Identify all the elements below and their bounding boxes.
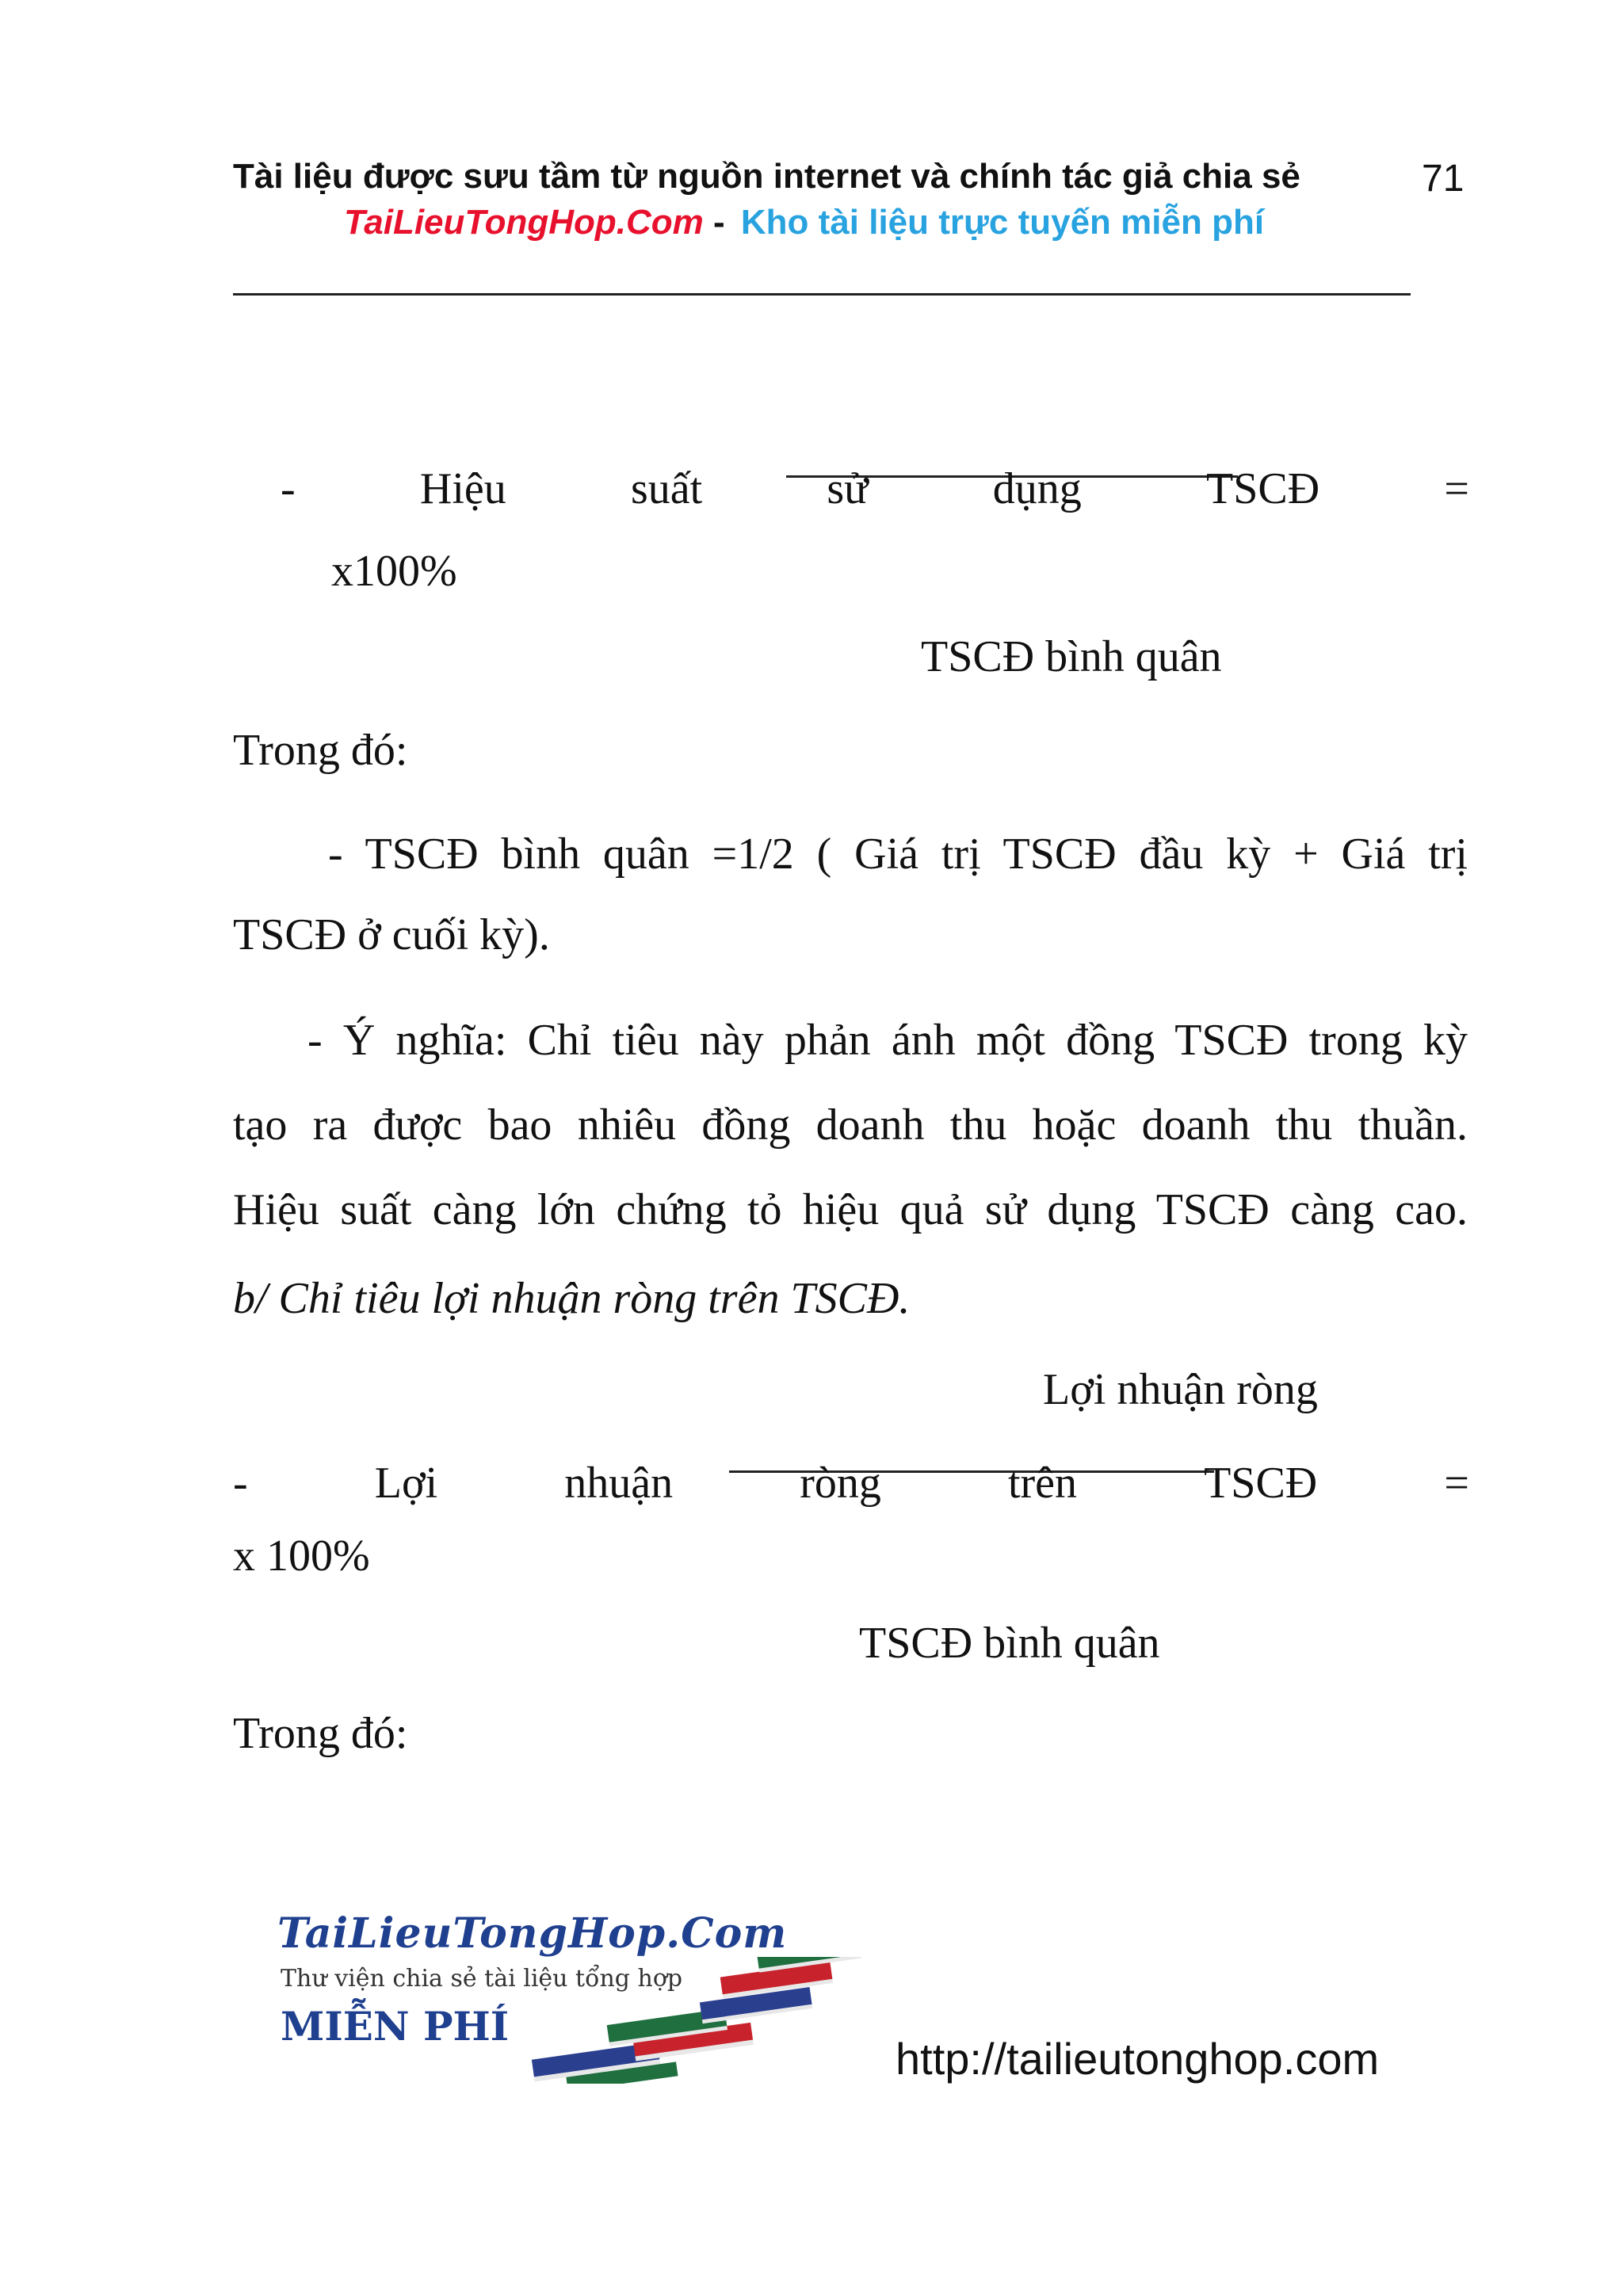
formula1-equals: = [1444,464,1469,513]
meaning-line2 [233,1100,1468,1150]
formula2-equals: = [1444,1459,1469,1508]
header-divider [233,293,1411,296]
logo-subtitle: Thư viện chia sẻ tài liệu tổng hợp [281,1965,683,1993]
formula1-denominator: TSCĐ bình quân [921,632,1222,681]
section-heading-b: b/ Chỉ tiêu lợi nhuận ròng trên TSCĐ. [233,1274,911,1323]
average-tscd-line2: TSCĐ ở cuối kỳ). [233,910,550,959]
average-tscd-line1 [328,829,1468,879]
header-site-line [344,203,1264,242]
paragraph-text: - Ý nghĩa: Chỉ tiêu này phản ánh một đồng TSCĐ trong kỳ [307,1016,1468,1065]
where-label-1: Trong đó: [233,726,408,775]
formula1-word: dụng [992,464,1082,513]
formula2-line [233,1458,1469,1508]
page-number: 71 [1422,158,1465,200]
where-label-2: Trong đó: [233,1709,408,1758]
meaning-line3 [233,1184,1468,1235]
site-logo[interactable] [274,1909,884,2076]
header-source-note: Tài liệu được sưu tầm từ nguồn internet và chính tác giả chia sẻ [233,157,1300,196]
formula1-word: TSCĐ [1205,464,1320,513]
formula1-word: Hiệu [419,464,506,513]
formula2-word: TSCĐ [1204,1459,1318,1508]
formula1-multiplier: x100% [331,547,457,596]
footer-url-link[interactable]: http://tailieutonghop.com [896,2034,1380,2084]
formula1-dash: - [281,464,296,513]
paragraph-text: Hiệu suất càng lớn chứng tỏ hiệu quả sử dụng TSCĐ càng cao. [233,1185,1468,1234]
paragraph-text: - TSCĐ bình quân =1/2 ( Giá trị TSCĐ đầu kỳ + Giá trị [328,830,1468,879]
logo-title: TaiLieuTongHop.Com [277,1909,788,1958]
formula2-denominator: TSCĐ bình quân [859,1619,1160,1668]
site-tagline: Kho tài liệu trực tuyến miễn phí [740,203,1265,242]
formula1-word: suất [630,464,703,513]
formula1-line [281,463,1469,514]
logo-free-text: MIỄN PHÍ [281,2003,510,2050]
formula2-word: ròng [800,1459,881,1508]
formula2-word: nhuận [564,1459,674,1508]
formula2-dash: - [233,1459,248,1508]
formula2-numerator: Lợi nhuận ròng [1043,1365,1318,1414]
formula1-word: sử [827,464,869,513]
formula2-multiplier: x 100% [233,1531,370,1581]
paragraph-text: tạo ra được bao nhiêu đồng doanh thu hoặc doanh thu thuần. [233,1100,1468,1150]
site-name-link[interactable]: TaiLieuTongHop.Com [344,203,704,242]
meaning-line1 [307,1015,1468,1066]
books-stack-icon [512,1957,884,2084]
formula2-word: Lợi [374,1459,438,1508]
header-separator: - [703,203,735,242]
formula2-word: trên [1007,1459,1077,1508]
